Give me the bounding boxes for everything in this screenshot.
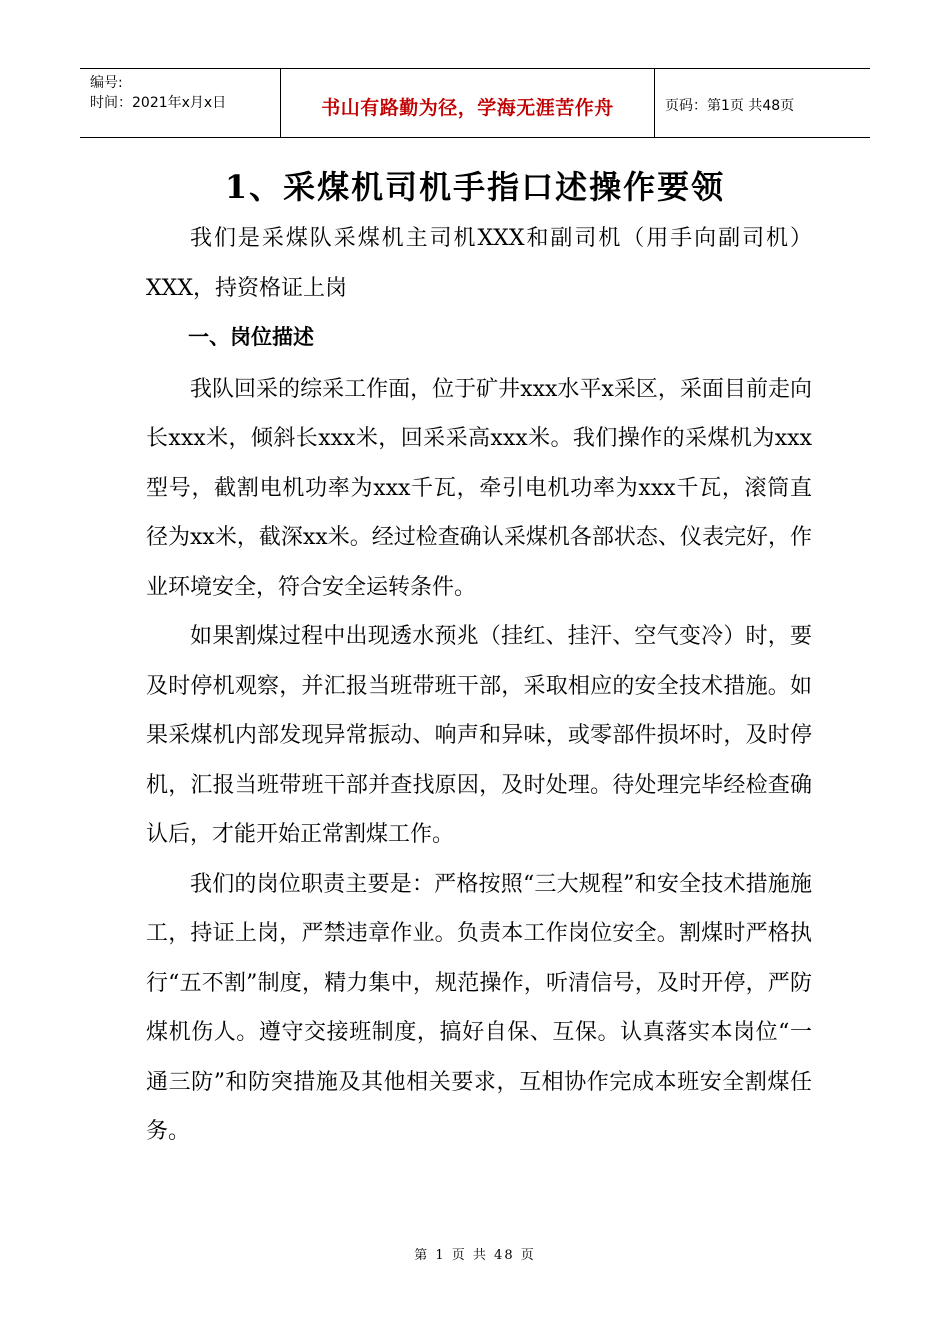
page-info: 页码：第1页 共48页 [665, 98, 795, 114]
time-label: 时间：2021年x月x日 [90, 95, 227, 111]
document-header [80, 68, 870, 138]
number-label: 编号: [90, 75, 123, 91]
paragraph-2: 如果割煤过程中出现透水预兆（挂红、挂汗、空气变冷）时，要及时停机观察，并汇报当班带班干部，采取相应的安全技术措施。如果采煤机内部发现异常振动、响声和异味，或零部件损坏时，及时停机，汇报当班带班干部并查找原因，及时处理。待处理完毕经检查确认后，才能开始正常割煤工作。 [146, 624, 812, 847]
paragraph-3: 我们的岗位职责主要是：严格按照“三大规程”和安全技术措施施工，持证上岗，严禁违章作业。负责本工作岗位安全。割煤时严格执行“五不割”制度，精力集中，规范操作，听清信号，及时开停，严防煤机伤人。遵守交接班制度，搞好自保、互保。认真落实本岗位“一通三防”和防突措施及其他相关要求，互相协作完成本班安全割煤任务。 [146, 871, 812, 1144]
intro-paragraph: 我们是采煤队采煤机主司机XXX和副司机（用手向副司机）XXX，持资格证上岗 [146, 226, 812, 301]
document-body [146, 214, 812, 1157]
header-motto-cell [281, 69, 655, 137]
section-heading: 一、岗位描述 [188, 325, 314, 349]
header-page-cell [655, 69, 870, 137]
document-title: 1、采煤机司机手指口述操作要领 [224, 168, 726, 206]
motto: 书山有路勤为径，学海无涯苦作舟 [321, 96, 614, 119]
page-footer: 第 1 页 共 48 页 [414, 1248, 536, 1263]
header-meta-cell [80, 69, 281, 137]
paragraph-1: 我队回采的综采工作面，位于矿井xxx水平x采区，采面目前走向长xxx米，倾斜长xxx米，回采采高xxx米。我们操作的采煤机为xxx型号，截割电机功率为xxx千瓦，牵引电机功率为xxx千瓦，滚筒直径为xx米，截深xx米。经过检查确认采煤机各部状态、仪表完好，作业环境安全，符合安全运转条件。 [146, 376, 812, 600]
